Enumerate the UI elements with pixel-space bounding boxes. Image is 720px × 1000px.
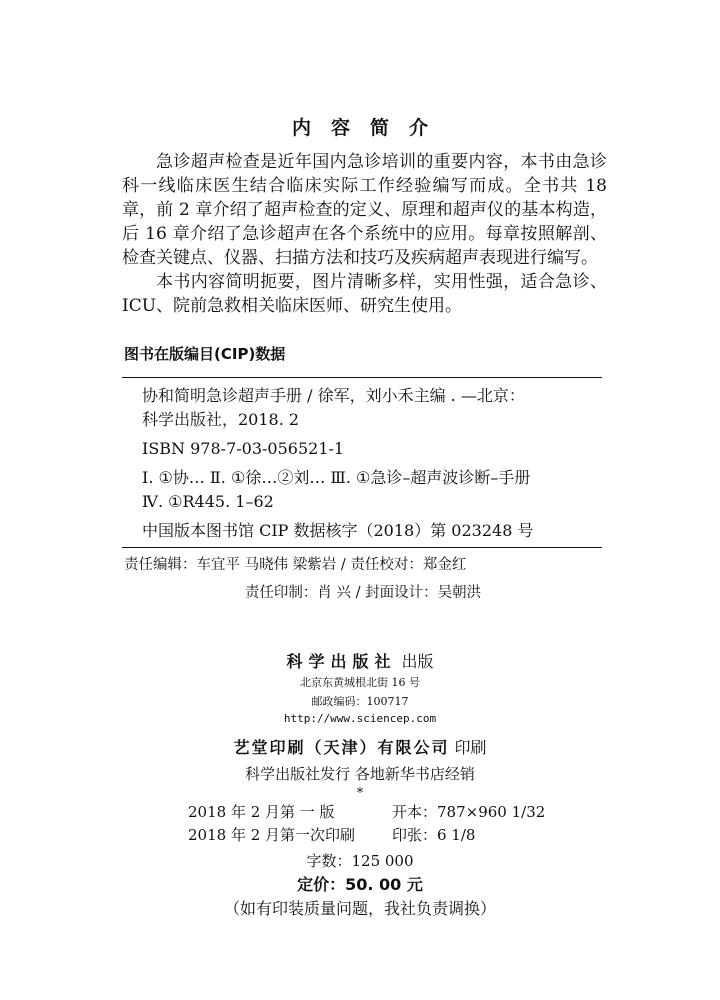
cip-title-line-2: 科学出版社，2018. 2 [142,410,300,429]
cip-bottom-rule [122,547,602,548]
publisher-address: 北京东黄城根北街 16 号 [300,676,420,689]
cip-record [142,384,602,543]
summary-title-char: 容 [330,117,350,139]
format-value: 开本：787×960 1/32 [392,803,546,821]
cip-subject-line-2: Ⅳ. ①R445. 1–62 [142,492,274,511]
summary-paragraph-1: 急诊超声检查是近年国内急诊培训的重要内容，本书由急诊科一线临床医生结合临床实际工作经验编写而成。全书共 18 章，前 2 章介绍了超声检查的定义、原理和超声仪的基本构造，后 16 章介绍了急诊超声在各个系统中的应用。每章按照解剖、检查关键点、仪器、扫描方法和技巧及疾病超声表现进行编写。 [122,152,607,268]
publisher-url: http://www.sciencep.com [283,712,437,725]
credits-editors: 责任编辑：车宜平 马晓伟 梁紫岩 / 责任校对：郑金红 [124,557,467,573]
asterisk-separator: * [356,786,364,801]
summary-body [122,150,607,318]
cip-title-line-1: 协和简明急诊超声手册 / 徐军，刘小禾主编 . —北京： [142,386,525,405]
publisher-name-suffix: 出版 [401,652,434,671]
price: 定价：50. 00 元 [297,875,423,894]
cip-isbn: ISBN 978-7-03-056521-1 [142,439,345,458]
summary-paragraph-2: 本书内容简明扼要，图片清晰多样，实用性强，适合急诊、ICU、院前急救相关临床医师、研究生使用。 [122,272,607,316]
cip-top-rule [122,377,602,378]
spec-row-edition [188,801,588,824]
summary-title [0,113,720,140]
publisher-line [0,649,720,672]
summary-title-char: 内 [291,117,311,139]
credits-production: 责任印制：肖 兴 / 封面设计：吴朝洪 [244,585,482,601]
summary-title-char: 介 [409,117,429,139]
edition-label: 2018 年 2 月第 一 版 [188,803,335,821]
printing-label: 2018 年 2 月第一次印刷 [188,826,356,844]
publisher-name: 科学出版社 [286,652,397,671]
cip-subject-line-1: Ⅰ. ①协… Ⅱ. ①徐…②刘… Ⅲ. ①急诊–超声波诊断–手册 [142,468,531,487]
spec-row-printing [188,824,588,847]
publisher-postcode: 邮政编码：100717 [311,695,409,708]
cip-catalog-number: 中国版本图书馆 CIP 数据核字（2018）第 023248 号 [142,521,534,540]
printer-suffix: 印刷 [454,738,487,757]
credits [124,552,602,606]
cip-heading: 图书在版编目(CIP)数据 [124,345,286,363]
quality-notice: （如有印装质量问题，我社负责调换） [223,899,496,918]
printer-line [0,735,720,758]
edition-specs [188,801,588,847]
summary-title-char: 简 [370,117,390,139]
sheets-value: 印张：6 1/8 [392,826,476,844]
distribution-line: 科学出版社发行 各地新华书店经销 [245,765,475,783]
word-count: 字数：125 000 [306,852,414,870]
printer-name: 艺堂印刷（天津）有限公司 [233,738,450,757]
